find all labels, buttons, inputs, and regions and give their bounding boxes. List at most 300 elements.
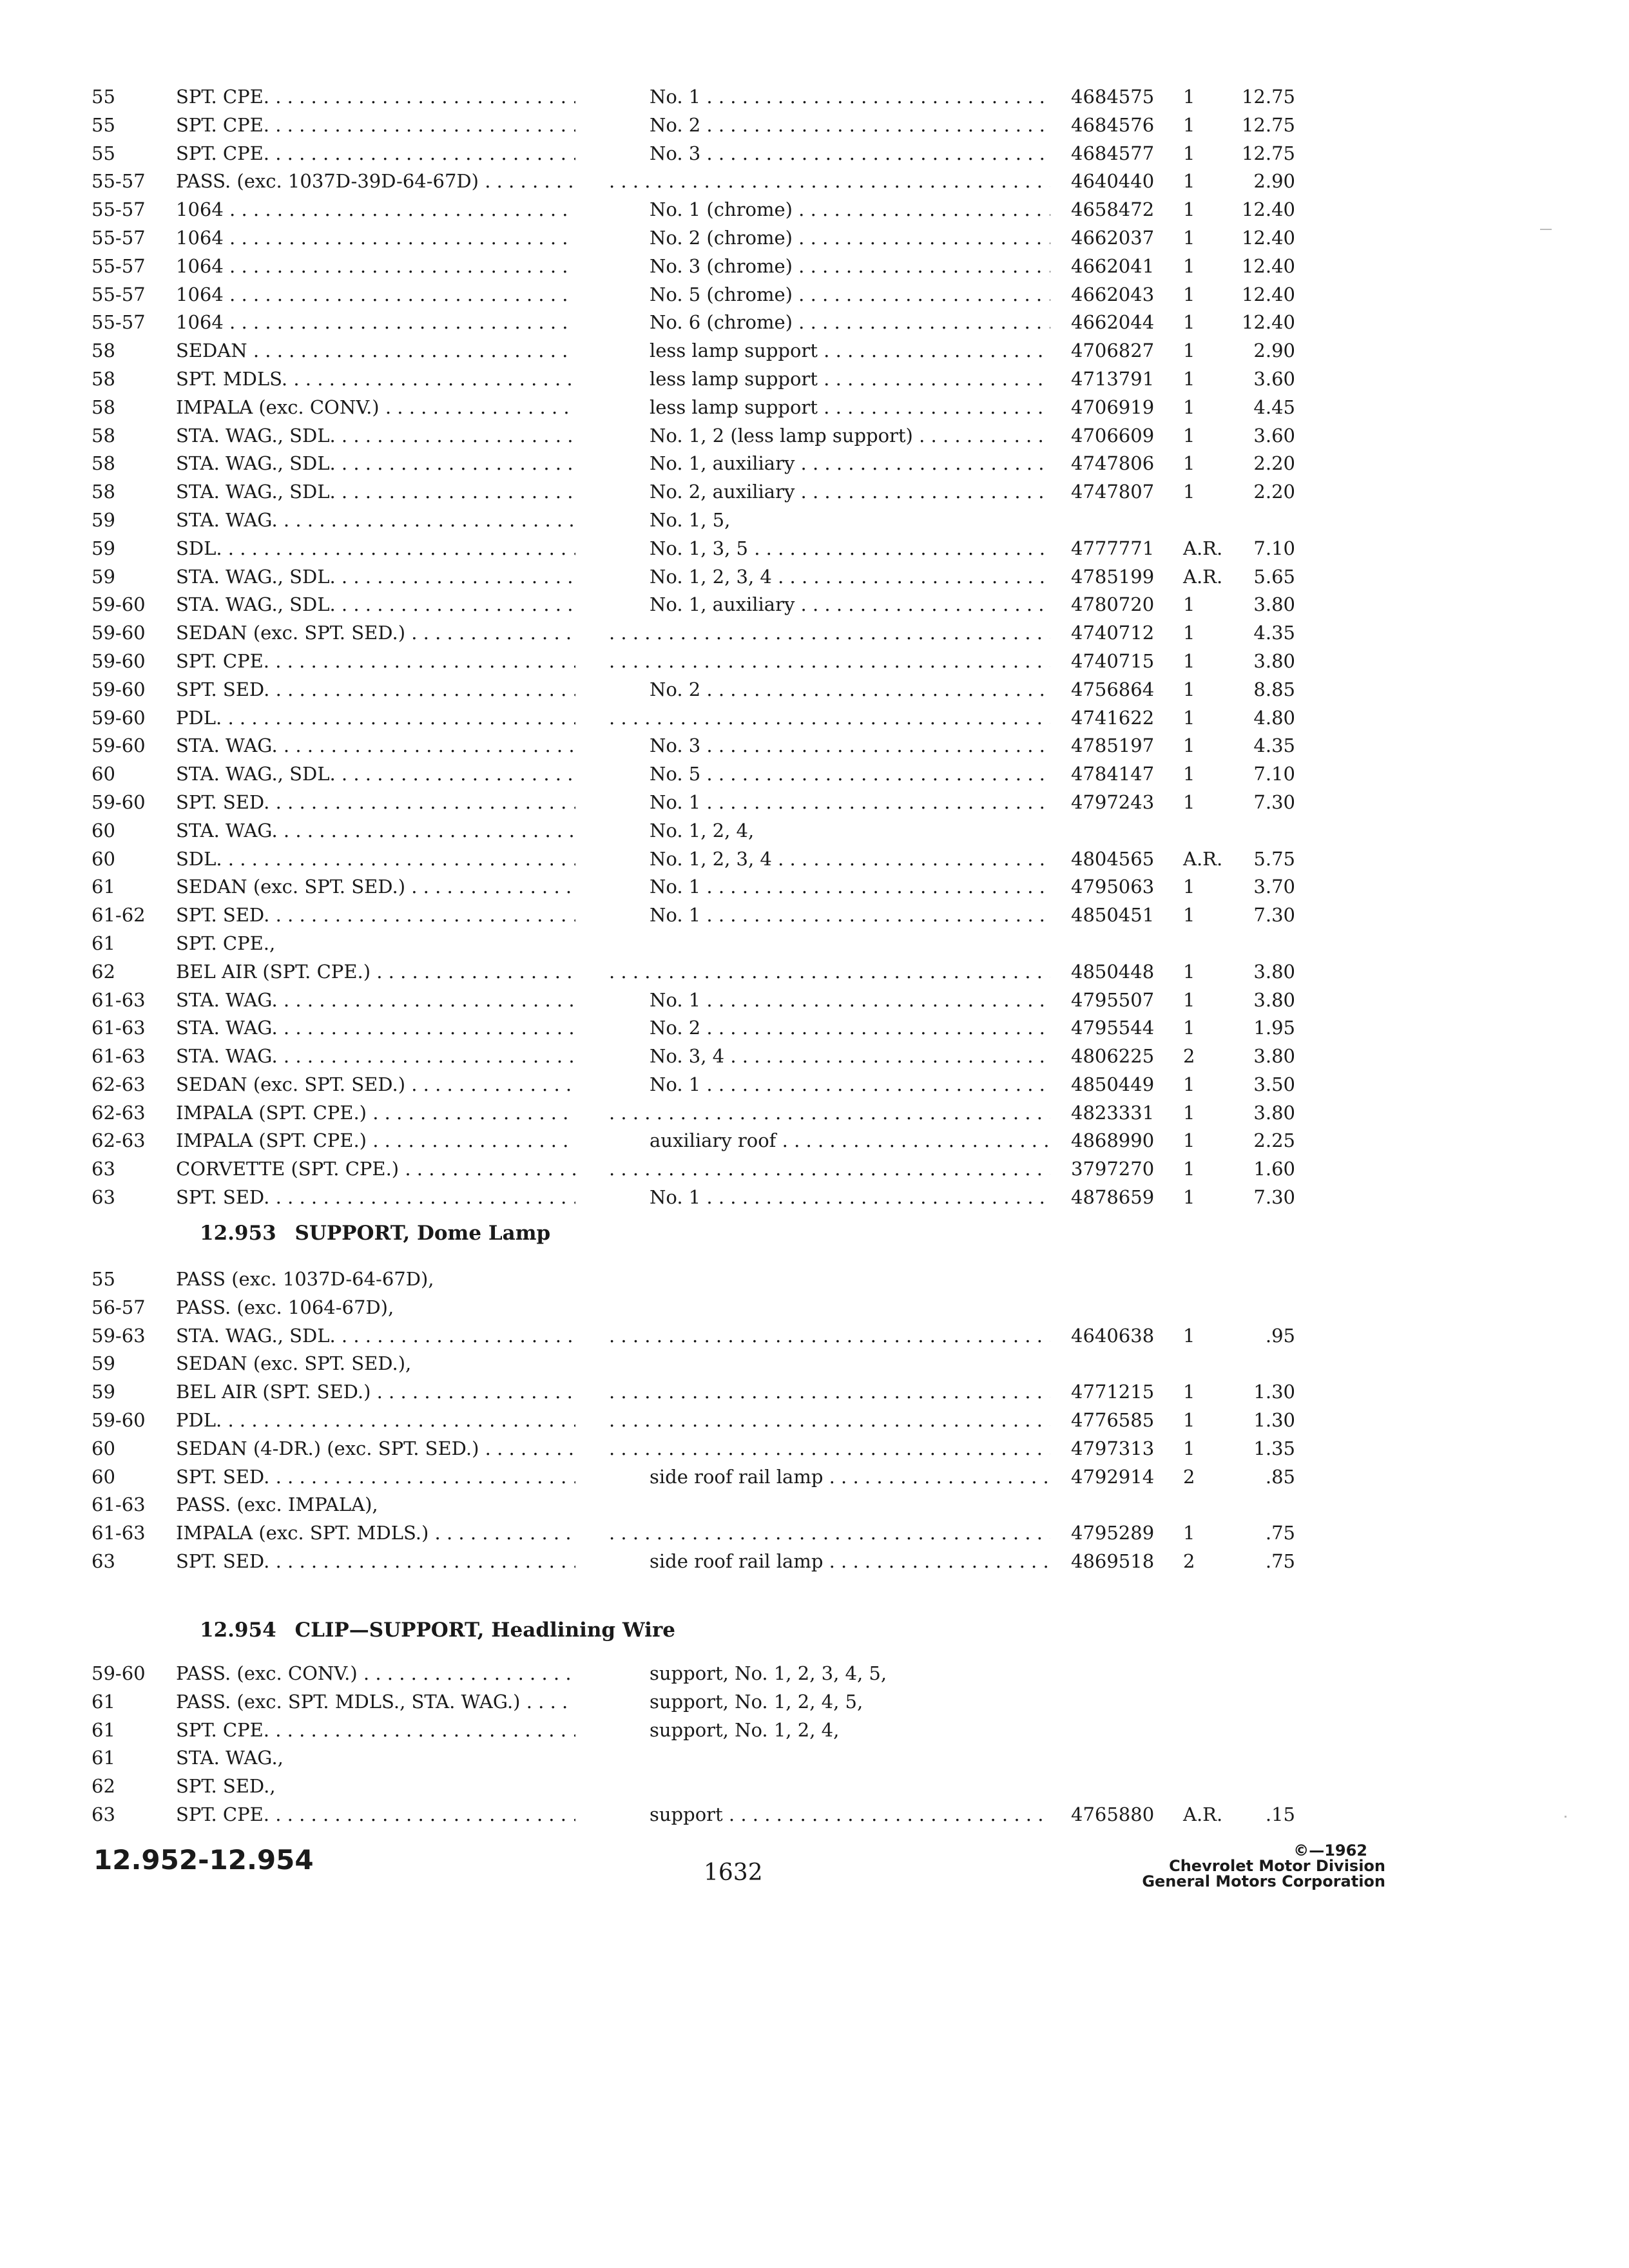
table-row (0, 1407, 1629, 1435)
part-description: No. 1 . . . (650, 873, 1050, 901)
model-year: 63 (92, 1550, 115, 1572)
model-year: 61 (92, 1690, 115, 1713)
part-description: No. 1, 2, 3, 4 . . . (650, 563, 1050, 591)
list-price: .95 (1265, 1324, 1295, 1347)
quantity: A.R. (1183, 537, 1223, 559)
table-row (0, 1491, 1629, 1519)
part-description: No. 3, 4 . . . (650, 1043, 1050, 1071)
table-row (0, 478, 1629, 506)
table-row (0, 1378, 1629, 1407)
list-price: 3.80 (1253, 593, 1295, 616)
table-row (0, 817, 1629, 845)
list-price: 7.30 (1253, 1186, 1295, 1209)
quantity: 1 (1183, 142, 1195, 164)
part-description: No. 2 (chrome) . . . (650, 224, 1050, 253)
table-row (0, 168, 1629, 196)
model-description: STA. WAG. . . . (176, 817, 575, 845)
part-number: 4740712 (1071, 622, 1155, 644)
model-description: BEL AIR (SPT. CPE.) . . . (176, 958, 575, 986)
part-number: 4662043 (1071, 283, 1155, 305)
table-row (0, 224, 1629, 253)
quantity: 1 (1183, 649, 1195, 672)
part-number: 4795544 (1071, 1017, 1155, 1039)
page-number: 1632 (704, 1860, 763, 1886)
quantity: 1 (1183, 1073, 1195, 1095)
model-year: 59-60 (92, 622, 146, 644)
part-description (609, 958, 1050, 986)
table-row (0, 253, 1629, 281)
quantity: 1 (1183, 170, 1195, 193)
quantity: 1 (1183, 1101, 1195, 1124)
model-year: 55-57 (92, 255, 146, 277)
quantity: A.R. (1183, 1803, 1223, 1825)
table-row (0, 958, 1629, 986)
list-price: 3.60 (1253, 367, 1295, 390)
model-description: STA. WAG. . . . (176, 986, 575, 1015)
model-year: 55 (92, 86, 115, 108)
parts-list-section-roof-bow (0, 83, 1629, 1212)
part-description: No. 1 (chrome) . . . (650, 196, 1050, 224)
table-row (0, 1660, 1629, 1688)
part-number: 4765880 (1071, 1803, 1155, 1825)
list-price: 3.80 (1253, 1101, 1295, 1124)
table-row (0, 873, 1629, 901)
table-row (0, 1265, 1629, 1294)
list-price: 12.75 (1241, 86, 1295, 108)
part-number: 4797243 (1071, 791, 1155, 813)
part-number: 4780720 (1071, 593, 1155, 616)
model-description: SPT. SED. . . . (176, 1463, 575, 1492)
part-number: 4706919 (1071, 396, 1155, 418)
quantity: 1 (1183, 1522, 1195, 1544)
table-row (0, 930, 1629, 958)
division-name: Chevrolet Motor Division (1169, 1857, 1385, 1875)
model-year: 58 (92, 340, 115, 362)
part-description (609, 648, 1050, 676)
table-row (0, 1184, 1629, 1212)
table-row (0, 619, 1629, 648)
quantity: 1 (1183, 113, 1195, 136)
list-price: 2.20 (1253, 452, 1295, 475)
model-description: STA. WAG. . . . (176, 506, 575, 535)
part-description: No. 1 . . . (650, 1071, 1050, 1099)
table-row (0, 1688, 1629, 1716)
list-price: 12.75 (1241, 142, 1295, 164)
part-description: No. 3 (chrome) . . . (650, 253, 1050, 281)
part-number: 4806225 (1071, 1045, 1155, 1068)
table-row (0, 704, 1629, 733)
table-row (0, 535, 1629, 563)
section-number: 12.953 (200, 1222, 276, 1245)
table-row (0, 1463, 1629, 1492)
list-price: 12.40 (1241, 311, 1295, 334)
model-year: 61-62 (92, 904, 146, 927)
table-row (0, 337, 1629, 365)
model-description: SEDAN (exc. SPT. SED.) . . . (176, 619, 575, 648)
section-heading-headlining-wire-clip (200, 1619, 675, 1642)
part-description: No. 3 . . . (650, 140, 1050, 168)
model-year: 61-63 (92, 1017, 146, 1039)
quantity: 1 (1183, 1437, 1195, 1459)
table-row (0, 1294, 1629, 1322)
part-number: 3797270 (1071, 1158, 1155, 1180)
part-description: No. 1 . . . (650, 1184, 1050, 1212)
model-description: SPT. CPE. . . . (176, 140, 575, 168)
part-number: 4795063 (1071, 876, 1155, 898)
part-description: No. 1, 3, 5 . . . (650, 535, 1050, 563)
model-year: 55 (92, 1268, 115, 1290)
part-description: No. 1, auxiliary . . . (650, 450, 1050, 478)
scan-speck (1540, 229, 1552, 230)
list-price: 4.35 (1253, 735, 1295, 757)
list-price: 3.50 (1253, 1073, 1295, 1095)
model-year: 59-60 (92, 678, 146, 700)
part-number: 4662041 (1071, 255, 1155, 277)
list-price: 3.80 (1253, 649, 1295, 672)
model-year: 59 (92, 508, 115, 531)
part-number: 4771215 (1071, 1381, 1155, 1403)
list-price: .75 (1265, 1550, 1295, 1572)
list-price: 3.80 (1253, 988, 1295, 1011)
list-price: 1.30 (1253, 1408, 1295, 1431)
list-price: .85 (1265, 1465, 1295, 1488)
list-price: .15 (1265, 1803, 1295, 1825)
model-description: STA. WAG., (176, 1747, 284, 1769)
table-row (0, 1716, 1629, 1745)
quantity: 1 (1183, 593, 1195, 616)
model-year: 60 (92, 1437, 115, 1459)
part-description: No. 2 . . . (650, 111, 1050, 140)
table-row (0, 1801, 1629, 1829)
table-row (0, 1043, 1629, 1071)
model-description: STA. WAG., SDL. . . . (176, 563, 575, 591)
table-row (0, 986, 1629, 1015)
model-year: 59-63 (92, 1324, 146, 1347)
part-description (609, 1322, 1050, 1350)
part-description: side roof rail lamp . . . (650, 1463, 1050, 1492)
quantity: 1 (1183, 1324, 1195, 1347)
part-description (609, 1378, 1050, 1407)
part-number: 4713791 (1071, 367, 1155, 390)
model-year: 55-57 (92, 311, 146, 334)
model-year: 55 (92, 142, 115, 164)
part-number: 4850449 (1071, 1073, 1155, 1095)
quantity: 1 (1183, 1129, 1195, 1152)
part-description (609, 1435, 1050, 1463)
part-number: 4684577 (1071, 142, 1155, 164)
model-description: 1064 . . . (176, 253, 575, 281)
part-number: 4795289 (1071, 1522, 1155, 1544)
model-year: 55 (92, 113, 115, 136)
table-row (0, 1014, 1629, 1043)
model-year: 62-63 (92, 1101, 146, 1124)
table-row (0, 140, 1629, 168)
quantity: 1 (1183, 452, 1195, 475)
list-price: 7.30 (1253, 791, 1295, 813)
part-description: side roof rail lamp . . . (650, 1548, 1050, 1576)
list-price: 4.35 (1253, 622, 1295, 644)
table-row (0, 760, 1629, 789)
table-row (0, 845, 1629, 874)
part-number: 4792914 (1071, 1465, 1155, 1488)
list-price: 3.80 (1253, 960, 1295, 983)
part-number: 4740715 (1071, 649, 1155, 672)
quantity: 1 (1183, 791, 1195, 813)
part-description: No. 1 . . . (650, 901, 1050, 930)
list-price: 2.90 (1253, 170, 1295, 193)
part-description: No. 5 (chrome) . . . (650, 281, 1050, 309)
model-description: STA. WAG., SDL. . . . (176, 450, 575, 478)
part-description (609, 1099, 1050, 1128)
model-year: 60 (92, 847, 115, 870)
list-price: 3.70 (1253, 876, 1295, 898)
part-number: 4777771 (1071, 537, 1155, 559)
quantity: 1 (1183, 481, 1195, 503)
table-row (0, 281, 1629, 309)
model-description: IMPALA (SPT. CPE.) . . . (176, 1127, 575, 1155)
list-price: 4.80 (1253, 706, 1295, 729)
table-row (0, 450, 1629, 478)
model-description: SEDAN (exc. SPT. SED.), (176, 1352, 412, 1375)
part-number: 4640638 (1071, 1324, 1155, 1347)
quantity: 1 (1183, 988, 1195, 1011)
model-year: 63 (92, 1158, 115, 1180)
model-year: 59-60 (92, 649, 146, 672)
quantity: 1 (1183, 1408, 1195, 1431)
quantity: 1 (1183, 960, 1195, 983)
model-year: 59-60 (92, 735, 146, 757)
model-description: SPT. CPE. . . . (176, 648, 575, 676)
list-price: 5.65 (1253, 565, 1295, 588)
part-description: No. 1, 2 (less lamp support) . . . (650, 422, 1050, 450)
table-row (0, 1519, 1629, 1548)
table-row (0, 1350, 1629, 1378)
table-row (0, 1071, 1629, 1099)
model-description: SPT. CPE. . . . (176, 1716, 575, 1745)
quantity: 1 (1183, 904, 1195, 927)
quantity: 1 (1183, 1186, 1195, 1209)
part-description: support, No. 1, 2, 3, 4, 5, (650, 1662, 887, 1684)
part-number: 4640440 (1071, 170, 1155, 193)
table-row (0, 111, 1629, 140)
model-description: SPT. SED. . . . (176, 789, 575, 817)
model-year: 59-60 (92, 1408, 146, 1431)
parts-list-section-dome-lamp-support (0, 1265, 1629, 1576)
scan-speck (1565, 1816, 1566, 1818)
model-year: 62 (92, 1775, 115, 1798)
list-price: 12.75 (1241, 113, 1295, 136)
model-year: 55-57 (92, 170, 146, 193)
model-year: 61 (92, 876, 115, 898)
list-price: 7.10 (1253, 537, 1295, 559)
quantity: 2 (1183, 1465, 1195, 1488)
model-description: STA. WAG., SDL. . . . (176, 478, 575, 506)
model-description: PASS. (exc. IMPALA), (176, 1494, 378, 1516)
quantity: 1 (1183, 340, 1195, 362)
model-description: SDL. . . . (176, 535, 575, 563)
part-description: No. 2 . . . (650, 676, 1050, 704)
model-year: 63 (92, 1186, 115, 1209)
part-number: 4747806 (1071, 452, 1155, 475)
quantity: 1 (1183, 86, 1195, 108)
part-number: 4706609 (1071, 424, 1155, 447)
model-description: SDL. . . . (176, 845, 575, 874)
quantity: 2 (1183, 1045, 1195, 1068)
part-description (609, 1155, 1050, 1184)
quantity: 1 (1183, 226, 1195, 249)
part-number: 4869518 (1071, 1550, 1155, 1572)
part-description: No. 1 . . . (650, 83, 1050, 111)
model-year: 59-60 (92, 791, 146, 813)
model-description: SPT. SED. . . . (176, 1184, 575, 1212)
part-description: No. 5 . . . (650, 760, 1050, 789)
model-description: SPT. CPE., (176, 932, 276, 954)
table-row (0, 563, 1629, 591)
part-description: No. 2, auxiliary . . . (650, 478, 1050, 506)
model-year: 58 (92, 452, 115, 475)
model-description: PASS. (exc. 1037D-39D-64-67D) . . . (176, 168, 575, 196)
table-row (0, 83, 1629, 111)
model-year: 61-63 (92, 988, 146, 1011)
model-description: SEDAN (4-DR.) (exc. SPT. SED.) . . . (176, 1435, 575, 1463)
part-description: less lamp support . . . (650, 394, 1050, 422)
copyright-year: ©—1962 (1293, 1841, 1367, 1860)
part-description: No. 1 . . . (650, 986, 1050, 1015)
quantity: 1 (1183, 255, 1195, 277)
model-description: 1064 . . . (176, 224, 575, 253)
part-number: 4776585 (1071, 1408, 1155, 1431)
list-price: 12.40 (1241, 283, 1295, 305)
model-description: STA. WAG. . . . (176, 732, 575, 760)
section-heading-dome-lamp-support (200, 1222, 550, 1245)
table-row (0, 422, 1629, 450)
quantity: A.R. (1183, 847, 1223, 870)
part-number: 4878659 (1071, 1186, 1155, 1209)
list-price: 12.40 (1241, 255, 1295, 277)
list-price: 2.20 (1253, 481, 1295, 503)
part-number: 4868990 (1071, 1129, 1155, 1152)
list-price: 1.60 (1253, 1158, 1295, 1180)
part-description: No. 6 (chrome) . . . (650, 309, 1050, 337)
part-number: 4850448 (1071, 960, 1155, 983)
quantity: 1 (1183, 763, 1195, 785)
list-price: 2.90 (1253, 340, 1295, 362)
part-number: 4784147 (1071, 763, 1155, 785)
part-number: 4785197 (1071, 735, 1155, 757)
model-description: STA. WAG., SDL. . . . (176, 760, 575, 789)
model-description: SPT. MDLS. . . . (176, 365, 575, 394)
model-year: 59 (92, 1352, 115, 1375)
quantity: 1 (1183, 622, 1195, 644)
model-description: IMPALA (exc. CONV.) . . . (176, 394, 575, 422)
list-price: 7.30 (1253, 904, 1295, 927)
copyright-notice (1095, 1843, 1385, 1889)
model-description: PASS. (exc. 1064-67D), (176, 1296, 394, 1318)
quantity: 1 (1183, 367, 1195, 390)
model-year: 55-57 (92, 226, 146, 249)
model-description: SPT. SED., (176, 1775, 276, 1798)
part-number: 4756864 (1071, 678, 1155, 700)
model-year: 60 (92, 819, 115, 841)
quantity: 1 (1183, 311, 1195, 334)
part-number: 4706827 (1071, 340, 1155, 362)
model-year: 62 (92, 960, 115, 983)
part-number: 4741622 (1071, 706, 1155, 729)
model-description: SEDAN (exc. SPT. SED.) . . . (176, 873, 575, 901)
quantity: 2 (1183, 1550, 1195, 1572)
part-description: support, No. 1, 2, 4, 5, (650, 1690, 863, 1713)
model-year: 59 (92, 1381, 115, 1403)
table-row (0, 1435, 1629, 1463)
model-year: 61 (92, 1747, 115, 1769)
part-description: No. 3 . . . (650, 732, 1050, 760)
model-year: 58 (92, 396, 115, 418)
table-row (0, 648, 1629, 676)
corporation-name: General Motors Corporation (1142, 1872, 1385, 1890)
model-description: PASS. (exc. CONV.) . . . (176, 1660, 575, 1688)
part-number: 4747807 (1071, 481, 1155, 503)
part-number: 4795507 (1071, 988, 1155, 1011)
part-description (609, 168, 1050, 196)
quantity: 1 (1183, 396, 1195, 418)
model-description: PDL. . . . (176, 1407, 575, 1435)
model-year: 56-57 (92, 1296, 146, 1318)
model-description: STA. WAG., SDL. . . . (176, 1322, 575, 1350)
model-year: 59-60 (92, 1662, 146, 1684)
part-description: support . . . (650, 1801, 1050, 1829)
model-description: 1064 . . . (176, 281, 575, 309)
model-year: 61 (92, 932, 115, 954)
list-price: 1.30 (1253, 1381, 1295, 1403)
quantity: 1 (1183, 706, 1195, 729)
model-year: 55-57 (92, 283, 146, 305)
table-row (0, 676, 1629, 704)
model-year: 61-63 (92, 1522, 146, 1544)
model-year: 61-63 (92, 1494, 146, 1516)
quantity: 1 (1183, 198, 1195, 221)
model-description: SPT. SED. . . . (176, 1548, 575, 1576)
model-year: 59 (92, 565, 115, 588)
quantity: 1 (1183, 876, 1195, 898)
model-year: 60 (92, 763, 115, 785)
model-year: 59-60 (92, 706, 146, 729)
model-description: PDL. . . . (176, 704, 575, 733)
group-number-range: 12.952-12.954 (93, 1844, 314, 1876)
model-description: PASS (exc. 1037D-64-67D), (176, 1268, 434, 1290)
section-number: 12.954 (200, 1619, 276, 1642)
quantity: A.R. (1183, 565, 1223, 588)
section-title: CLIP—SUPPORT, Headlining Wire (294, 1619, 675, 1642)
list-price: 5.75 (1253, 847, 1295, 870)
part-description (609, 1519, 1050, 1548)
model-year: 58 (92, 367, 115, 390)
part-number: 4684575 (1071, 86, 1155, 108)
model-description: SPT. CPE. . . . (176, 111, 575, 140)
part-description (609, 1407, 1050, 1435)
part-description (609, 619, 1050, 648)
table-row (0, 1155, 1629, 1184)
table-row (0, 365, 1629, 394)
parts-list-section-headlining-wire-clip (0, 1660, 1629, 1829)
model-year: 55-57 (92, 198, 146, 221)
model-description: SPT. SED. . . . (176, 901, 575, 930)
model-description: CORVETTE (SPT. CPE.) . . . (176, 1155, 575, 1184)
list-price: 4.45 (1253, 396, 1295, 418)
model-year: 59-60 (92, 593, 146, 616)
table-row (0, 506, 1629, 535)
part-number: 4684576 (1071, 113, 1155, 136)
part-description: support, No. 1, 2, 4, (650, 1718, 840, 1741)
